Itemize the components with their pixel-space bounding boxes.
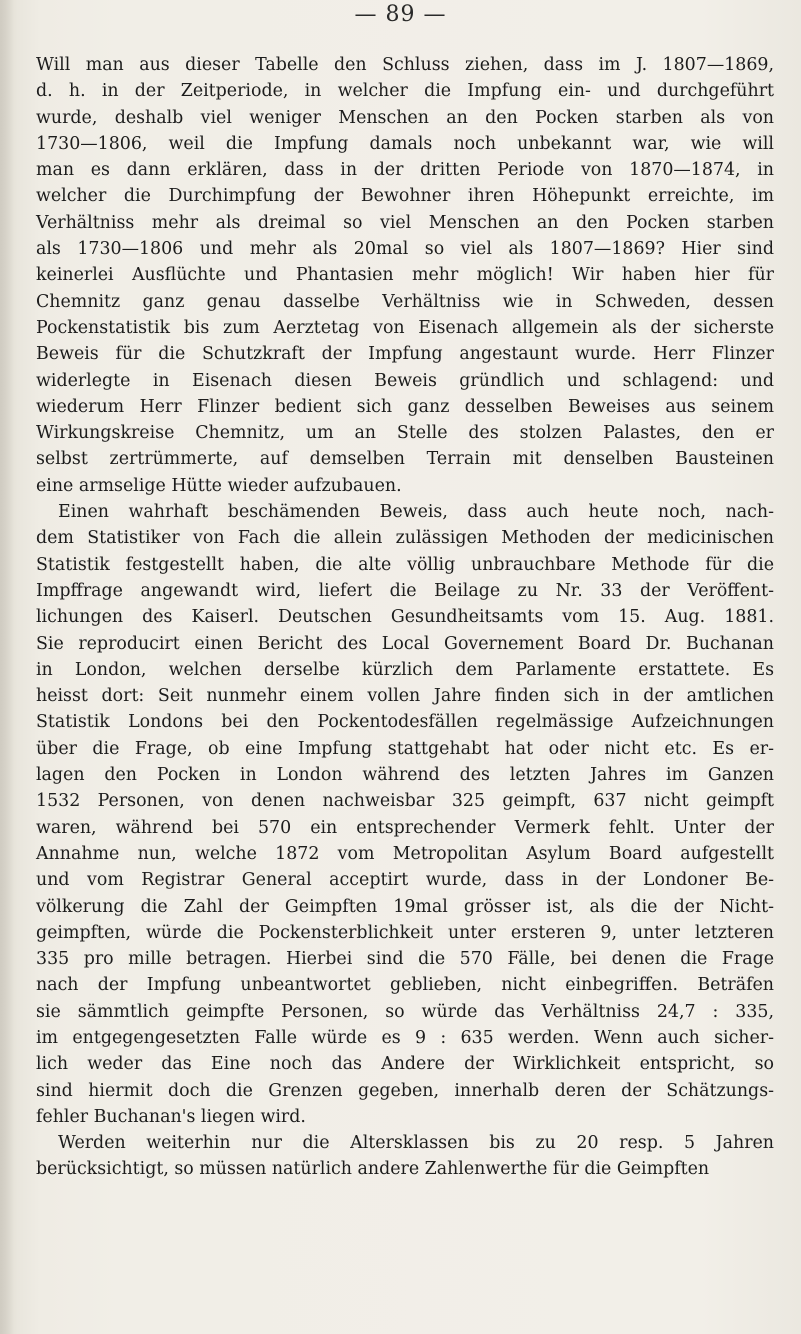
text-line: lich weder das Eine noch das Andere der Wirklichkeit entspricht, so	[36, 1054, 774, 1075]
text-line: sind hiermit doch die Grenzen gegeben, innerhalb deren der Schätzungs-	[36, 1080, 774, 1101]
text-line: Sie reproducirt einen Bericht des Local Governement Board Dr. Buchanan	[36, 633, 774, 654]
text-line: geimpften, würde die Pockensterblichkeit unter ersteren 9, unter letzteren	[36, 922, 774, 943]
paragraph	[36, 1130, 774, 1183]
text-line: lichungen des Kaiserl. Deutschen Gesundheitsamts vom 15. Aug. 1881.	[36, 607, 774, 628]
page-number-header: — 89 —	[354, 2, 447, 27]
text-line: heisst dort: Seit nunmehr einem vollen Jahre finden sich in der amtlichen	[36, 686, 774, 707]
text-line: fehler Buchanan's liegen wird.	[36, 1106, 306, 1127]
text-line: d. h. in der Zeitperiode, in welcher die Impfung ein- und durchgeführt	[36, 81, 774, 102]
text-line: über die Frage, ob eine Impfung stattgehabt hat oder nicht etc. Es er-	[36, 738, 774, 759]
text-line: keinerlei Ausflüchte und Phantasien mehr möglich! Wir haben hier für	[36, 265, 774, 286]
text-line: Pockenstatistik bis zum Aerztetag von Eisenach allgemein als der sicherste	[36, 317, 774, 338]
text-line: sie sämmtlich geimpfte Personen, so würde das Verhältniss 24,7 : 335,	[36, 1001, 774, 1022]
text-line: völkerung die Zahl der Geimpften 19mal grösser ist, als die der Nicht-	[36, 896, 774, 917]
text-line: selbst zertrümmerte, auf demselben Terrain mit denselben Bausteinen	[36, 449, 774, 470]
text-line: wiederum Herr Flinzer bedient sich ganz desselben Beweises aus seinem	[36, 396, 774, 417]
text-line: wurde, deshalb viel weniger Menschen an den Pocken starben als von	[36, 107, 774, 128]
text-line: berücksichtigt, so müssen natürlich andere Zahlenwerthe für die Geimpften	[36, 1159, 710, 1180]
text-line: und vom Registrar General acceptirt wurde, dass in der Londoner Be-	[36, 870, 774, 891]
paragraph	[36, 499, 774, 1130]
text-line: Annahme nun, welche 1872 vom Metropolitan Asylum Board aufgestellt	[36, 843, 774, 864]
text-line: Werden weiterhin nur die Altersklassen bis zu 20 resp. 5 Jahren	[58, 1133, 774, 1154]
text-line: eine armselige Hütte wieder aufzubauen.	[36, 475, 402, 496]
text-line: 335 pro mille betragen. Hierbei sind die 570 Fälle, bei denen die Frage	[36, 949, 774, 970]
text-line: waren, während bei 570 ein entsprechender Vermerk fehlt. Unter der	[36, 817, 774, 838]
text-line: welcher die Durchimpfung der Bewohner ihren Höhepunkt erreichte, im	[36, 186, 774, 207]
text-line: Statistik festgestellt haben, die alte völlig unbrauchbare Methode für die	[36, 554, 774, 575]
text-line: als 1730—1806 und mehr als 20mal so viel als 1807—1869? Hier sind	[36, 239, 774, 260]
text-line: Statistik Londons bei den Pockentodesfällen regelmässige Aufzeichnungen	[36, 712, 774, 733]
text-line: Will man aus dieser Tabelle den Schluss ziehen, dass im J. 1807—1869,	[36, 55, 774, 75]
body-text	[36, 52, 774, 1183]
text-line: in London, welchen derselbe kürzlich dem Parlamente erstattete. Es	[36, 659, 774, 680]
text-line: Beweis für die Schutzkraft der Impfung angestaunt wurde. Herr Flinzer	[36, 344, 774, 365]
text-line: man es dann erklären, dass in der dritten Periode von 1870—1874, in	[36, 160, 774, 181]
text-line: 1532 Personen, von denen nachweisbar 325 geimpft, 637 nicht geimpft	[36, 791, 774, 812]
spine-shadow	[0, 0, 14, 1334]
text-line: 1730—1806, weil die Impfung damals noch unbekannt war, wie will	[36, 133, 774, 154]
text-line: dem Statistiker von Fach die allein zulässigen Methoden der medicinischen	[36, 528, 774, 549]
paragraph	[36, 52, 774, 499]
text-line: lagen den Pocken in London während des letzten Jahres im Ganzen	[36, 765, 774, 786]
text-line: im entgegengesetzten Falle würde es 9 : 635 werden. Wenn auch sicher-	[36, 1027, 774, 1048]
text-line: Verhältniss mehr als dreimal so viel Menschen an den Pocken starben	[36, 212, 774, 233]
text-line: Wirkungskreise Chemnitz, um an Stelle des stolzen Palastes, den er	[36, 423, 774, 444]
text-line: Einen wahrhaft beschämenden Beweis, dass auch heute noch, nach-	[58, 502, 774, 523]
text-line: Impffrage angewandt wird, liefert die Beilage zu Nr. 33 der Veröffent-	[36, 580, 774, 601]
text-line: widerlegte in Eisenach diesen Beweis gründlich und schlagend: und	[36, 370, 774, 391]
text-line: nach der Impfung unbeantwortet geblieben, nicht einbegriffen. Beträfen	[36, 975, 774, 996]
text-line: Chemnitz ganz genau dasselbe Verhältniss wie in Schweden, dessen	[36, 291, 774, 312]
